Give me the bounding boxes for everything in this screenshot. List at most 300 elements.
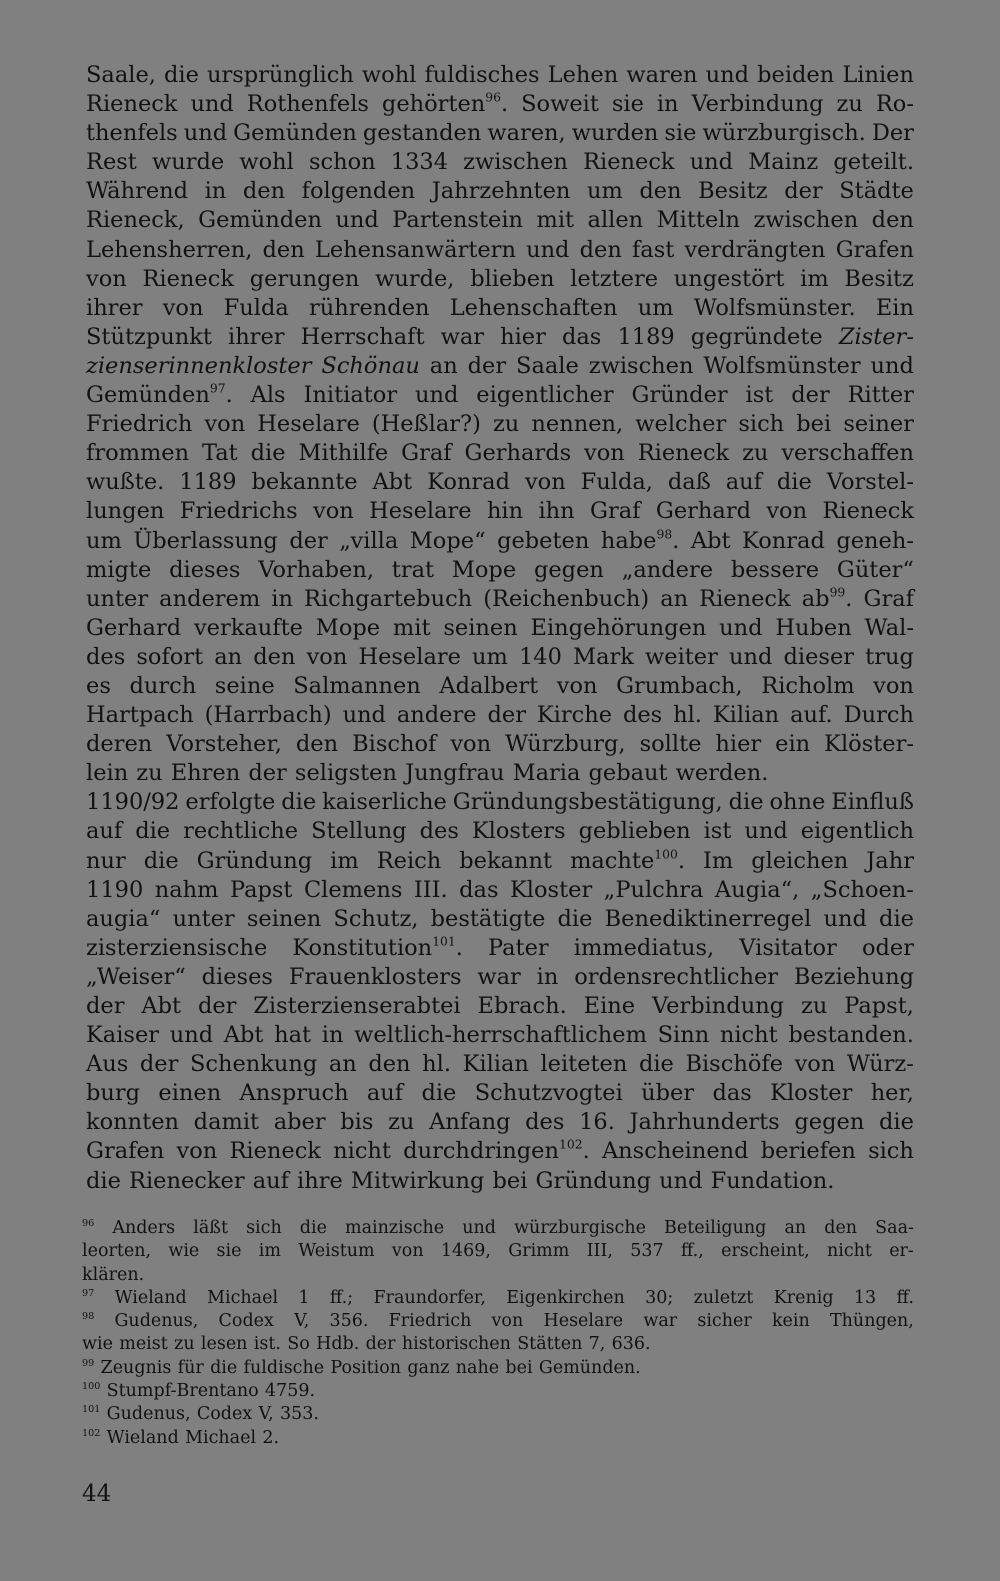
body-word (164, 61, 199, 90)
body-word (525, 1108, 564, 1137)
body-word (86, 468, 164, 497)
footnote-word-text: an (784, 1218, 807, 1238)
footnote-word-text: meist (119, 1334, 168, 1355)
body-word (476, 381, 613, 410)
body-word (694, 294, 856, 323)
body-word-text: zwischen (753, 207, 859, 234)
footnote-word-text: von (491, 1311, 524, 1332)
body-word-text: verkaufte (193, 614, 303, 641)
body-word (309, 294, 430, 323)
body-word (207, 61, 354, 90)
footnote-word-text: 1469, (440, 1241, 491, 1262)
body-word (140, 1050, 178, 1079)
body-word-text: und (689, 149, 734, 176)
body-word (531, 614, 707, 643)
body-word-text: ordensrechtlicher (574, 963, 779, 990)
footnote-word (197, 1403, 252, 1426)
body-word-text: der (86, 993, 125, 1019)
body-word (823, 905, 866, 934)
body-word-text: Wal- (864, 614, 914, 641)
footnote-word-text: Gemünden. (538, 1357, 641, 1378)
footnote-line (82, 1357, 914, 1380)
footnote-word-text: V, (258, 1404, 274, 1425)
body-word-text: Der (871, 120, 914, 147)
footnote-word (784, 1217, 806, 1240)
footnote-word-text: zuletzt (693, 1287, 754, 1308)
body-word (847, 1050, 914, 1079)
body-word (86, 294, 143, 323)
footnote-word-text: wie (168, 1241, 200, 1262)
body-word (86, 1167, 121, 1196)
body-word-text: hin (486, 498, 524, 525)
footnote-word (254, 1333, 281, 1356)
body-word (377, 847, 442, 876)
body-word-text: durch (129, 672, 197, 699)
footnote-word (287, 1333, 310, 1356)
body-word-text: Grafen (86, 1138, 165, 1165)
body-word (333, 905, 418, 934)
body-word (487, 497, 523, 526)
body-word-text: über (641, 1080, 695, 1107)
body-word-text: in (271, 585, 293, 612)
footnote-marker: 96 (82, 1217, 95, 1229)
body-word-text: Kloster (509, 876, 593, 903)
body-word-text: (Reichenbuch) (483, 585, 650, 612)
body-word-text: Jahrhunderts (629, 1109, 780, 1136)
body-word (876, 90, 914, 119)
body-word-text: Städte (839, 178, 914, 205)
body-word (534, 556, 604, 585)
body-line (86, 323, 914, 352)
body-word (837, 90, 863, 119)
footnote-word-text: und (462, 1218, 496, 1238)
body-word-text: sofort (136, 643, 204, 670)
body-word (321, 352, 419, 381)
body-word-text: Friedrichs (179, 498, 298, 525)
body-word (720, 1021, 778, 1050)
body-word (837, 556, 914, 585)
body-word (247, 90, 369, 119)
body-word (258, 556, 374, 585)
footnote-word-text: Heselare (543, 1311, 624, 1332)
body-word-text: und (190, 91, 234, 118)
body-word-text: Durch (843, 702, 914, 729)
footnote-word (119, 1333, 168, 1356)
footnote-word (82, 1357, 94, 1380)
body-word (293, 672, 421, 701)
body-word (228, 323, 285, 352)
body-word-punctuation: . (225, 382, 233, 409)
body-word (580, 236, 622, 265)
body-word-text: Partenstein (392, 207, 524, 234)
footnote-marker: 98 (656, 527, 673, 542)
body-word (579, 817, 691, 846)
footnote-word-text: ff. (896, 1287, 914, 1308)
body-line (86, 759, 914, 788)
footnote-word (82, 1380, 100, 1403)
body-word-text: lungen (86, 498, 165, 525)
body-word (339, 527, 398, 556)
body-word-text: Maria (512, 760, 581, 787)
body-word (163, 294, 204, 323)
body-word-text: Adalbert (439, 672, 539, 699)
body-word (770, 1079, 852, 1108)
body-word (86, 556, 151, 585)
body-word (656, 497, 751, 526)
footnote-word (330, 1287, 353, 1310)
body-word (363, 119, 481, 148)
body-word (422, 1050, 451, 1079)
body-word-text: des (622, 702, 663, 729)
body-word (322, 788, 447, 817)
body-word-text: „villa (339, 527, 399, 554)
body-word (844, 701, 914, 730)
body-word (660, 585, 688, 614)
body-word-text: Initiator (303, 382, 398, 409)
body-word (513, 759, 581, 788)
body-word (184, 119, 227, 148)
footnote-word-text: Codex (218, 1311, 274, 1332)
body-word-text: Rienecker (129, 1167, 245, 1194)
body-word (630, 1108, 780, 1137)
body-word (703, 352, 860, 381)
footnote-word (774, 1287, 834, 1310)
body-word-text: der (289, 527, 328, 554)
footnote-word (329, 1310, 368, 1333)
body-word (224, 294, 289, 323)
body-word (86, 1137, 164, 1166)
body-word-text: die (250, 440, 286, 467)
body-word (777, 468, 812, 497)
body-word (388, 1108, 414, 1137)
body-word-text: die (557, 905, 593, 932)
body-word-text: bis (340, 1109, 374, 1136)
body-word-text: und (183, 120, 228, 147)
body-word (570, 265, 658, 294)
footnote-word-text: Position (330, 1357, 402, 1378)
body-word-text: seine (214, 672, 275, 699)
body-word (415, 381, 458, 410)
body-line (86, 730, 914, 759)
body-line (86, 817, 914, 846)
body-word (410, 527, 486, 556)
body-word (865, 643, 914, 672)
body-word (744, 817, 787, 846)
body-word-text: verschaffen (781, 440, 914, 467)
body-word-text: Graf (863, 585, 914, 612)
body-word (579, 1108, 615, 1137)
footnote-word (219, 1310, 274, 1333)
body-word-text: zu (388, 1109, 415, 1136)
body-word-text: Rothenfels (246, 91, 369, 118)
body-word-text: auf (725, 469, 762, 496)
footnote-word (82, 1264, 144, 1287)
footnote-word-text: nahe (455, 1357, 500, 1378)
footnote-word (298, 1287, 309, 1310)
body-word-text: von (873, 672, 914, 699)
body-word-text: die (163, 62, 199, 88)
body-word (86, 527, 122, 556)
body-word (173, 905, 235, 934)
body-word-text: die (878, 1109, 914, 1136)
body-word (251, 381, 286, 410)
body-word (715, 876, 799, 905)
body-word-text: Papst, (844, 993, 914, 1019)
body-word-text: seinen (246, 905, 322, 932)
body-word (86, 585, 148, 614)
body-word (538, 497, 574, 526)
body-word (251, 439, 286, 468)
body-word (351, 1167, 485, 1196)
body-word (421, 1079, 456, 1108)
body-word-text: auf (86, 818, 123, 845)
body-word-text: Abt (223, 1022, 264, 1049)
body-word (86, 701, 194, 730)
body-word-text: wohl (239, 149, 294, 176)
body-word (626, 61, 697, 90)
footnote-marker: 100 (82, 1380, 101, 1392)
footnote-marker: 99 (829, 585, 846, 600)
body-word-text: Rieneck (229, 1138, 321, 1165)
body-word (639, 1050, 674, 1079)
body-line (86, 876, 914, 905)
body-word (726, 468, 762, 497)
body-word (229, 1137, 321, 1166)
footnote-word (854, 1287, 876, 1310)
body-word (183, 817, 298, 846)
body-word (86, 876, 143, 905)
body-word-text: mit (392, 614, 431, 641)
footnote-word (178, 1357, 204, 1380)
body-word-text: immediatus, (573, 934, 715, 961)
body-word (751, 847, 848, 876)
body-word-text: von (584, 440, 625, 467)
body-word (271, 585, 293, 614)
body-word-text: migte (86, 556, 152, 583)
body-word-text: Wolfsmünster (703, 352, 861, 379)
footnote-word-text: leorten, (82, 1241, 152, 1262)
body-word-text: Heselare (369, 498, 472, 525)
body-word (795, 1050, 836, 1079)
body-word (702, 119, 865, 148)
body-word-text: in (204, 178, 227, 205)
body-word (443, 614, 517, 643)
body-word-text: Überlassung (133, 527, 278, 554)
body-word-text: Sinn (657, 1022, 710, 1049)
body-word-text: und (414, 382, 459, 409)
body-word-text: Güter“ (836, 556, 914, 583)
body-word (311, 817, 407, 846)
footnote-word-text: lesen (200, 1334, 248, 1355)
body-line (86, 527, 914, 556)
body-word (574, 934, 714, 963)
footnote-word-text: klären. (82, 1264, 145, 1285)
footnote-word (82, 1217, 94, 1240)
footnote-word (82, 1333, 113, 1356)
body-word (432, 177, 571, 206)
body-word-text: und (719, 614, 763, 641)
body-line (86, 410, 914, 439)
body-word-text: Vorhaben, (258, 556, 374, 583)
body-word (205, 701, 332, 730)
body-word-text: ihre (297, 1167, 343, 1194)
body-word (429, 1108, 510, 1137)
body-word (420, 817, 459, 846)
body-word (537, 701, 612, 730)
body-word-text: an (328, 1051, 357, 1078)
body-word (86, 788, 179, 817)
footnote-word (374, 1287, 486, 1310)
body-word (375, 265, 454, 294)
body-word (141, 992, 181, 1021)
footnote-word-text: nicht (826, 1241, 872, 1262)
body-word (295, 759, 397, 788)
main-text (86, 61, 914, 1196)
body-word-text: Gerhards (464, 440, 572, 467)
body-word (373, 468, 413, 497)
body-word (879, 1108, 914, 1137)
footnote-word (112, 1217, 175, 1240)
body-word (468, 352, 506, 381)
body-word-text: nennen, (531, 411, 624, 438)
body-word-text: Friedrich (86, 411, 193, 438)
footnote-word (265, 1380, 315, 1403)
body-word (368, 1050, 410, 1079)
body-word (382, 90, 508, 119)
body-word-text: thenfels (86, 120, 178, 147)
body-word-text: Jungfrau (405, 760, 505, 787)
body-word-text: die (281, 789, 317, 816)
footnote-word-text: 537 (630, 1241, 664, 1262)
body-word-text: das (561, 323, 602, 350)
body-word-text: auf (252, 1167, 289, 1194)
body-word-text: von (524, 469, 566, 496)
body-word (639, 177, 681, 206)
footnote-word-text: Friedrich (388, 1311, 472, 1332)
body-word-text: sie (611, 91, 644, 118)
body-word-text: gegen (794, 1109, 865, 1136)
footnote-word (508, 1240, 569, 1263)
body-word (205, 177, 227, 206)
body-word-text: trug (865, 643, 914, 670)
footnote-word (207, 1287, 278, 1310)
body-word-text: Konrad (742, 527, 825, 554)
footnote-word-text: läßt (193, 1218, 228, 1238)
body-word-text: Grafen (835, 236, 914, 263)
body-word (836, 527, 914, 556)
body-word-text: Schutzvogtei (474, 1080, 623, 1107)
body-word (879, 905, 914, 934)
body-word (796, 410, 831, 439)
body-word-text: Rest (86, 149, 137, 176)
body-word-text: Schenkung (189, 1051, 318, 1078)
body-word (801, 992, 827, 1021)
body-word-text: Mithilfe (298, 440, 389, 467)
body-word-text: sie (664, 120, 697, 147)
body-word-text: Rieneck (142, 265, 234, 292)
body-word-text: Huben (775, 614, 852, 641)
body-word-text: Ritter (847, 382, 914, 409)
body-word (190, 1050, 317, 1079)
body-word-text: Kilian (712, 702, 780, 729)
body-word (86, 61, 156, 90)
footnote-word (392, 1240, 424, 1263)
body-word (794, 1108, 864, 1137)
body-line (86, 672, 914, 701)
body-word-text: zwischen (588, 352, 694, 379)
body-word (202, 439, 238, 468)
body-word (562, 323, 601, 352)
body-word-text: Beziehung (793, 963, 914, 990)
footnote-marker: 102 (558, 1138, 583, 1153)
body-word (202, 963, 273, 992)
body-word (313, 497, 354, 526)
body-word-text: bessere (730, 556, 820, 583)
body-word-punctuation: . (677, 847, 686, 874)
footnote-line (82, 1240, 914, 1263)
body-word-text: in (321, 1022, 344, 1049)
body-word-text: von (794, 1051, 836, 1078)
footnote-word-text: mainzische (345, 1218, 445, 1238)
body-word-text: Eingehörungen (530, 614, 707, 641)
body-word-text: Visitator (739, 934, 837, 961)
body-word (738, 410, 784, 439)
body-word (631, 381, 727, 410)
body-word-text: Rieneck (699, 585, 791, 612)
body-word-text: und (342, 702, 386, 729)
body-word (703, 847, 733, 876)
footnote-word (280, 1403, 319, 1426)
body-word-text: um (637, 294, 674, 321)
body-line (86, 1108, 914, 1137)
body-word (86, 643, 125, 672)
body-word (472, 817, 566, 846)
footnote-line (82, 1287, 914, 1310)
footnote-word (244, 1357, 325, 1380)
footnote-word-text: im (258, 1241, 281, 1262)
footnote-word (643, 1310, 677, 1333)
body-word (472, 643, 508, 672)
body-word-text: Konrad (427, 469, 511, 496)
body-word-text: um (472, 643, 508, 670)
footnote-word-text: Beteiligung (664, 1218, 767, 1238)
body-word (493, 410, 519, 439)
body-word-text: die (728, 789, 764, 816)
body-word-text: gerungen (249, 265, 360, 292)
body-line (86, 177, 914, 206)
body-word-punctuation: . (582, 1138, 590, 1165)
body-word-text: verdrängten (684, 236, 826, 263)
body-word (790, 701, 833, 730)
body-word-text: gestanden (362, 120, 482, 147)
body-word (536, 1167, 652, 1196)
body-line (86, 1079, 914, 1108)
footnote-word-text: Fraundorfer, (373, 1287, 486, 1308)
body-word (746, 381, 774, 410)
body-word-text: der (197, 993, 237, 1019)
body-word (86, 119, 178, 148)
body-word-text: Heselare (358, 643, 461, 670)
body-word-text: Gründung (535, 1167, 651, 1194)
body-word-text: blieben (470, 265, 555, 292)
body-word-text: 1334 (390, 149, 449, 176)
body-word (403, 1137, 590, 1166)
body-word (296, 730, 338, 759)
body-word (309, 148, 376, 177)
body-word (742, 527, 825, 556)
body-word-text: zu (836, 91, 863, 118)
footnote-word (664, 1217, 766, 1240)
